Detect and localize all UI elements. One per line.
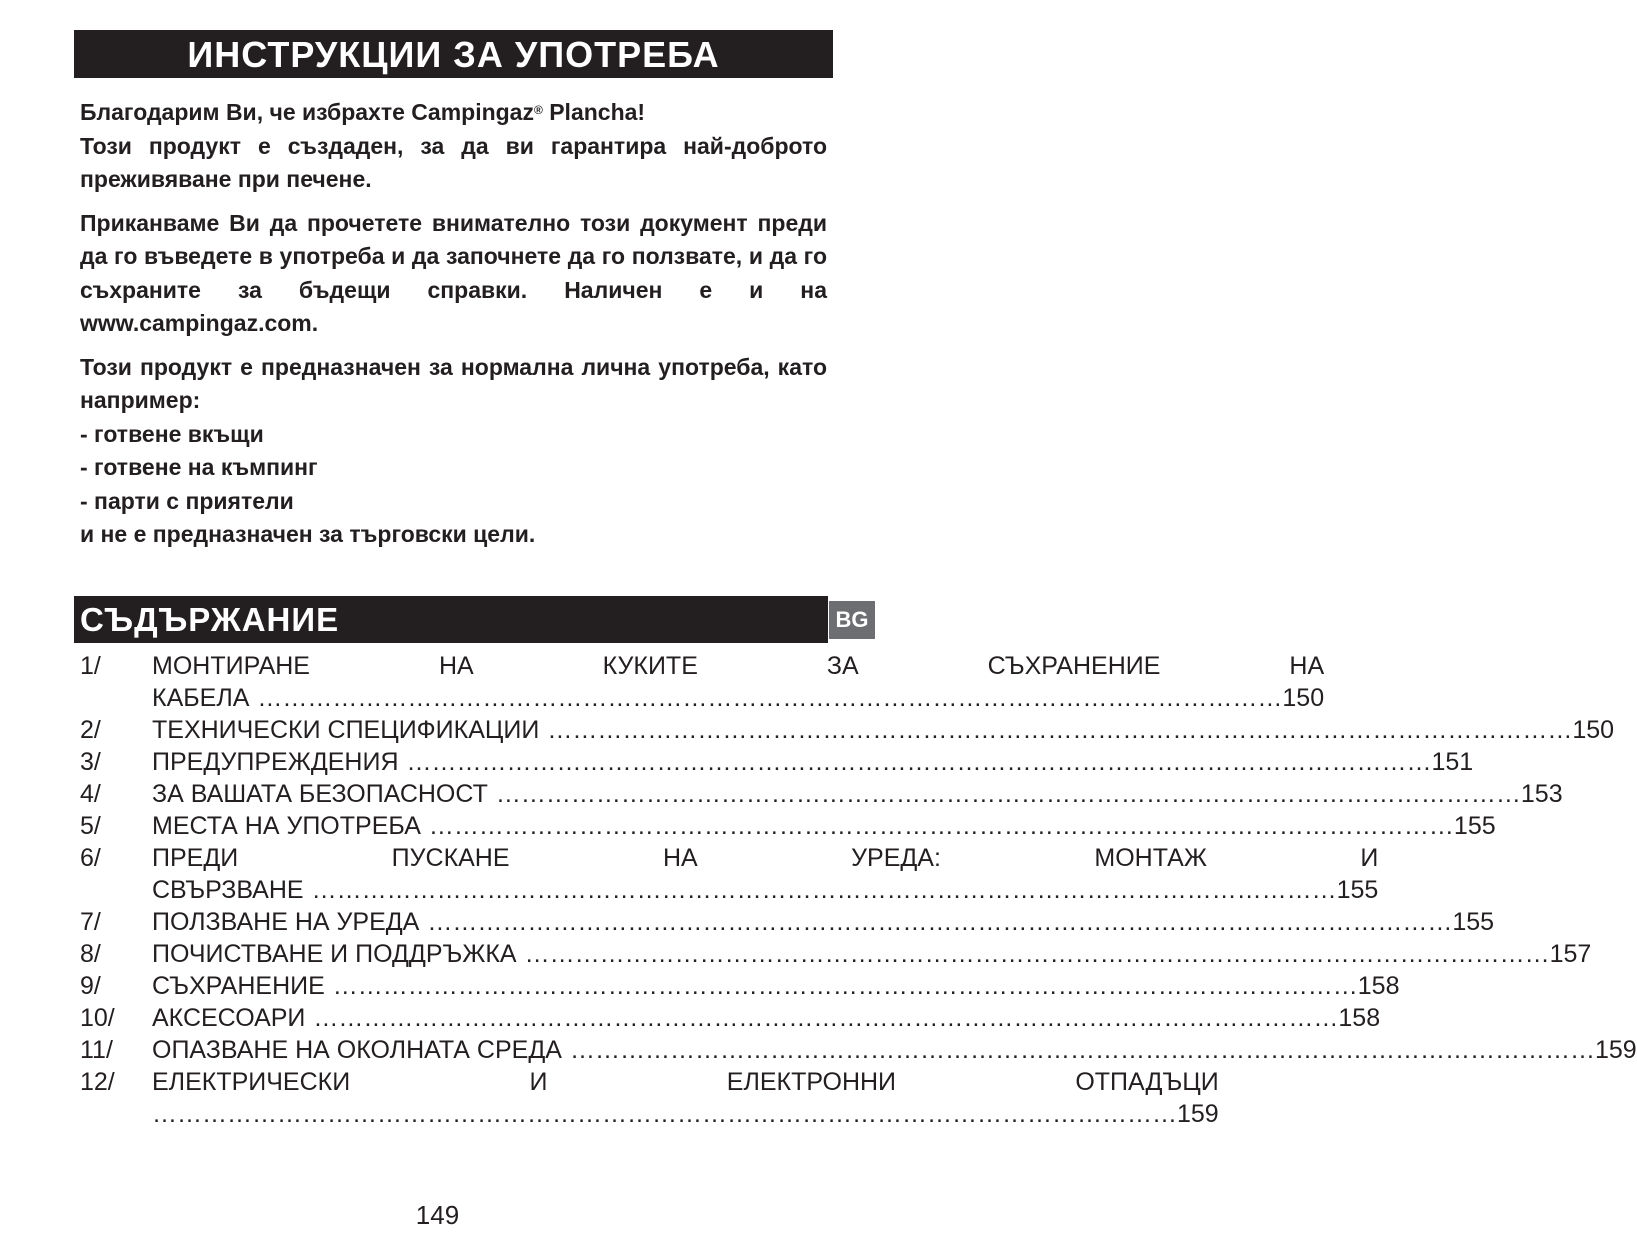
toc-item-number: 4/ bbox=[80, 780, 101, 808]
toc-item-title-first-line: ЕЛЕКТРИЧЕСКИ И ЕЛЕКТРОННИ ОТПАДЪЦИ bbox=[152, 1068, 1219, 1096]
toc-leader-dots bbox=[496, 778, 1521, 810]
toc-leader-dots bbox=[152, 1098, 1177, 1130]
thanks-paragraph bbox=[80, 96, 827, 197]
toc-item-number: 11/ bbox=[80, 1036, 113, 1064]
toc-item-number: 2/ bbox=[80, 716, 101, 744]
toc-item bbox=[80, 778, 1563, 810]
toc-item bbox=[80, 1066, 1219, 1130]
table-of-contents bbox=[80, 650, 1637, 1130]
toc-item-title: КАБЕЛА bbox=[152, 684, 250, 712]
toc-item bbox=[80, 810, 1496, 842]
toc-item-number: 7/ bbox=[80, 908, 101, 936]
page-title-banner: ИНСТРУКЦИИ ЗА УПОТРЕБА bbox=[74, 30, 833, 78]
language-tab: BG bbox=[829, 601, 875, 639]
toc-item-number: 3/ bbox=[80, 748, 101, 776]
toc-item-page: 158 bbox=[1357, 972, 1400, 1000]
toc-item-title: СЪХРАНЕНИЕ bbox=[152, 972, 325, 1000]
use-item: - готвене вкъщи bbox=[80, 420, 264, 447]
toc-item bbox=[80, 906, 1495, 938]
toc-item-title: ПОЧИСТВАНЕ И ПОДДРЪЖКА bbox=[152, 940, 517, 968]
toc-item-page: 155 bbox=[1336, 876, 1379, 904]
invite-paragraph: Приканваме Ви да прочетете внимателно този документ преди да го въведете в употреба и да започнете да го ползвате, и да го съхраните за бъдещи справки. Наличен е и на www.campingaz.com. bbox=[80, 209, 827, 336]
toc-item-title: ЗА ВАШАТА БЕЗОПАСНОСТ bbox=[152, 780, 488, 808]
toc-item-page: 159 bbox=[1594, 1036, 1637, 1064]
toc-item-number: 5/ bbox=[80, 812, 101, 840]
toc-item-number: 10/ bbox=[80, 1004, 115, 1032]
toc-item bbox=[80, 1034, 1637, 1066]
toc-item-page: 159 bbox=[1177, 1100, 1219, 1128]
toc-item-title-first-line: ПРЕДИ ПУСКАНЕ НА УРЕДА: МОНТАЖ И bbox=[152, 844, 1379, 872]
toc-item-title: ПОЛЗВАНЕ НА УРЕДА bbox=[152, 908, 420, 936]
toc-leader-dots bbox=[547, 714, 1572, 746]
thanks-line bbox=[80, 96, 827, 130]
not-intended-text: и не е предназначен за търговски цели. bbox=[80, 521, 536, 547]
toc-item bbox=[80, 746, 1474, 778]
toc-item-page: 151 bbox=[1431, 748, 1474, 776]
thanks-product: Plancha! bbox=[542, 99, 646, 125]
toc-item-title: ОПАЗВАНЕ НА ОКОЛНАТА СРЕДА bbox=[152, 1036, 562, 1064]
intended-text: Този продукт е предназначен за нормална лична употреба, като например: bbox=[80, 353, 827, 413]
toc-item-number: 8/ bbox=[80, 940, 101, 968]
created-text: Този продукт е създаден, за да ви гарантира най-доброто преживяване при печене. bbox=[80, 132, 827, 192]
toc-item-page: 150 bbox=[1282, 684, 1325, 712]
toc-item-title: МЕСТА НА УПОТРЕБА bbox=[152, 812, 421, 840]
use-item: - парти с приятели bbox=[80, 487, 294, 514]
toc-item bbox=[80, 650, 1325, 714]
toc-item-page: 150 bbox=[1572, 716, 1615, 744]
toc-leader-dots bbox=[257, 682, 1282, 714]
toc-item-page: 155 bbox=[1453, 812, 1496, 840]
toc-item bbox=[80, 842, 1379, 906]
toc-item-title: ПРЕДУПРЕЖДЕНИЯ bbox=[152, 748, 399, 776]
toc-leader-dots bbox=[313, 1002, 1338, 1034]
toc-item bbox=[80, 938, 1592, 970]
toc-item-page: 153 bbox=[1520, 780, 1563, 808]
toc-item-number: 9/ bbox=[80, 972, 101, 1000]
toc-item bbox=[80, 1002, 1381, 1034]
toc-item-page: 158 bbox=[1338, 1004, 1381, 1032]
registered-mark: ® bbox=[533, 103, 543, 117]
toc-leader-dots bbox=[333, 970, 1358, 1002]
toc-item-number: 1/ bbox=[80, 652, 101, 680]
toc-title: СЪДЪРЖАНИЕ bbox=[74, 596, 828, 643]
toc-item-number: 12/ bbox=[80, 1068, 115, 1096]
toc-leader-dots bbox=[525, 938, 1550, 970]
toc-item-page: 155 bbox=[1452, 908, 1495, 936]
toc-leader-dots bbox=[570, 1034, 1595, 1066]
toc-item-number: 6/ bbox=[80, 844, 101, 872]
toc-item bbox=[80, 970, 1400, 1002]
use-item: - готвене на къмпинг bbox=[80, 454, 318, 480]
page-number: 149 bbox=[415, 1200, 460, 1230]
toc-item-page: 157 bbox=[1549, 940, 1592, 968]
toc-item bbox=[80, 714, 1615, 746]
intro-text bbox=[80, 96, 827, 552]
toc-leader-dots bbox=[312, 874, 1337, 906]
toc-item-title: СВЪРЗВАНЕ bbox=[152, 876, 304, 904]
toc-item-title-first-line: МОНТИРАНЕ НА КУКИТЕ ЗА СЪХРАНЕНИЕ НА bbox=[152, 652, 1325, 680]
toc-leader-dots bbox=[429, 810, 1454, 842]
toc-leader-dots bbox=[407, 746, 1432, 778]
toc-item-title: АКСЕСОАРИ bbox=[152, 1004, 306, 1032]
thanks-text: Благодарим Ви, че избрахте Campingaz bbox=[80, 99, 534, 125]
intended-paragraph bbox=[80, 351, 827, 552]
toc-leader-dots bbox=[427, 906, 1452, 938]
toc-item-title: ТЕХНИЧЕСКИ СПЕЦИФИКАЦИИ bbox=[152, 716, 540, 744]
